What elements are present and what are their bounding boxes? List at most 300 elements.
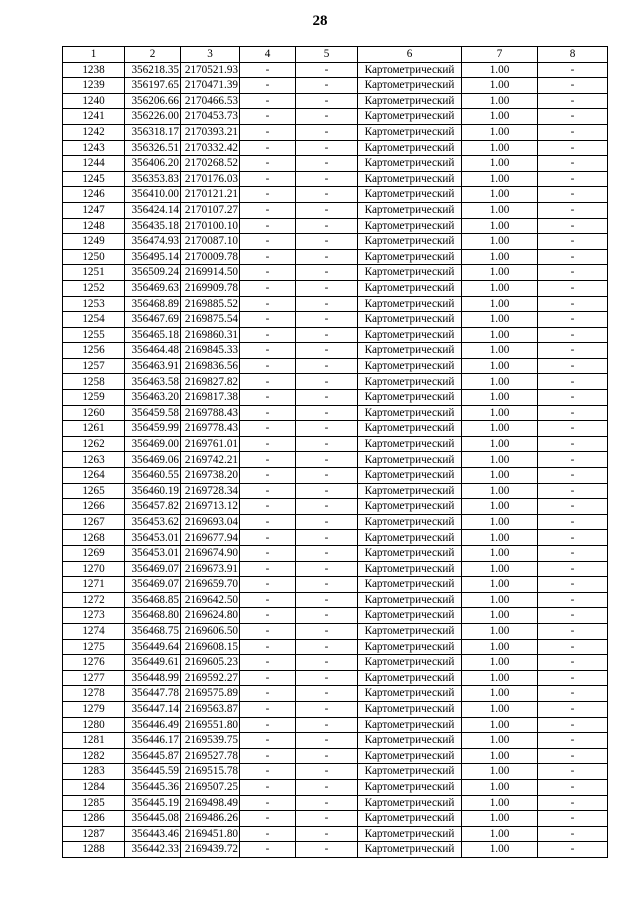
cell-col-5: - — [296, 421, 358, 437]
cell-col-8: - — [538, 764, 608, 780]
cell-coord-y: 2169875.54 — [181, 312, 240, 328]
cell-point-number: 1281 — [63, 733, 125, 749]
table-row — [63, 124, 608, 140]
cell-accuracy: 1.00 — [462, 249, 538, 265]
cell-col-4: - — [240, 795, 296, 811]
page-number: 28 — [312, 13, 328, 29]
cell-col-8: - — [538, 514, 608, 530]
cell-col-8: - — [538, 546, 608, 562]
cell-col-4: - — [240, 748, 296, 764]
cell-accuracy: 1.00 — [462, 608, 538, 624]
cell-col-4: - — [240, 249, 296, 265]
cell-coord-x: 356465.18 — [125, 327, 181, 343]
cell-method: Картометрический — [358, 779, 462, 795]
cell-accuracy: 1.00 — [462, 265, 538, 281]
cell-accuracy: 1.00 — [462, 717, 538, 733]
cell-point-number: 1269 — [63, 546, 125, 562]
table-row — [63, 701, 608, 717]
cell-col-8: - — [538, 623, 608, 639]
cell-accuracy: 1.00 — [462, 795, 538, 811]
cell-col-5: - — [296, 202, 358, 218]
table-row — [63, 202, 608, 218]
cell-col-8: - — [538, 670, 608, 686]
cell-col-8: - — [538, 280, 608, 296]
cell-accuracy: 1.00 — [462, 468, 538, 484]
cell-method: Картометрический — [358, 265, 462, 281]
table-row — [63, 187, 608, 203]
cell-col-5: - — [296, 218, 358, 234]
cell-method: Картометрический — [358, 701, 462, 717]
cell-col-4: - — [240, 78, 296, 94]
table-row — [63, 811, 608, 827]
cell-point-number: 1275 — [63, 639, 125, 655]
cell-accuracy: 1.00 — [462, 483, 538, 499]
cell-coord-y: 2169693.04 — [181, 514, 240, 530]
table-row — [63, 343, 608, 359]
cell-accuracy: 1.00 — [462, 764, 538, 780]
cell-method: Картометрический — [358, 296, 462, 312]
cell-col-5: - — [296, 577, 358, 593]
cell-col-8: - — [538, 78, 608, 94]
cell-coord-y: 2170087.10 — [181, 234, 240, 250]
cell-col-8: - — [538, 701, 608, 717]
table-row — [63, 530, 608, 546]
cell-col-8: - — [538, 499, 608, 515]
cell-method: Картометрический — [358, 280, 462, 296]
cell-col-4: - — [240, 499, 296, 515]
cell-col-8: - — [538, 140, 608, 156]
cell-col-5: - — [296, 623, 358, 639]
cell-method: Картометрический — [358, 312, 462, 328]
cell-method: Картометрический — [358, 202, 462, 218]
table-row — [63, 546, 608, 562]
cell-coord-x: 356468.85 — [125, 592, 181, 608]
cell-coord-x: 356468.80 — [125, 608, 181, 624]
cell-coord-x: 356226.00 — [125, 109, 181, 125]
cell-col-5: - — [296, 701, 358, 717]
cell-accuracy: 1.00 — [462, 421, 538, 437]
cell-col-4: - — [240, 187, 296, 203]
cell-method: Картометрический — [358, 639, 462, 655]
cell-col-5: - — [296, 842, 358, 858]
cell-col-8: - — [538, 187, 608, 203]
table-row — [63, 623, 608, 639]
cell-col-8: - — [538, 218, 608, 234]
cell-point-number: 1255 — [63, 327, 125, 343]
cell-coord-y: 2169439.72 — [181, 842, 240, 858]
table-row — [63, 140, 608, 156]
cell-col-4: - — [240, 436, 296, 452]
cell-col-5: - — [296, 436, 358, 452]
table-row — [63, 327, 608, 343]
cell-coord-y: 2169551.80 — [181, 717, 240, 733]
cell-col-8: - — [538, 717, 608, 733]
cell-coord-y: 2169527.78 — [181, 748, 240, 764]
cell-method: Картометрический — [358, 109, 462, 125]
cell-coord-y: 2169914.50 — [181, 265, 240, 281]
cell-col-5: - — [296, 499, 358, 515]
cell-point-number: 1261 — [63, 421, 125, 437]
table-row — [63, 686, 608, 702]
cell-method: Картометрический — [358, 842, 462, 858]
cell-coord-x: 356464.48 — [125, 343, 181, 359]
cell-accuracy: 1.00 — [462, 670, 538, 686]
cell-point-number: 1254 — [63, 312, 125, 328]
cell-col-5: - — [296, 93, 358, 109]
cell-col-8: - — [538, 452, 608, 468]
cell-col-8: - — [538, 811, 608, 827]
cell-col-8: - — [538, 265, 608, 281]
cell-col-8: - — [538, 249, 608, 265]
cell-point-number: 1240 — [63, 93, 125, 109]
cell-coord-y: 2169642.50 — [181, 592, 240, 608]
cell-col-8: - — [538, 343, 608, 359]
cell-col-4: - — [240, 452, 296, 468]
cell-point-number: 1280 — [63, 717, 125, 733]
cell-method: Картометрический — [358, 795, 462, 811]
cell-coord-y: 2169608.15 — [181, 639, 240, 655]
cell-col-4: - — [240, 343, 296, 359]
cell-coord-y: 2170453.73 — [181, 109, 240, 125]
cell-col-8: - — [538, 234, 608, 250]
cell-method: Картометрический — [358, 421, 462, 437]
cell-coord-x: 356460.55 — [125, 468, 181, 484]
cell-col-4: - — [240, 390, 296, 406]
cell-col-8: - — [538, 530, 608, 546]
cell-coord-x: 356442.33 — [125, 842, 181, 858]
cell-point-number: 1283 — [63, 764, 125, 780]
table-row — [63, 296, 608, 312]
cell-method: Картометрический — [358, 733, 462, 749]
cell-method: Картометрический — [358, 327, 462, 343]
cell-col-8: - — [538, 358, 608, 374]
cell-col-8: - — [538, 124, 608, 140]
cell-accuracy: 1.00 — [462, 561, 538, 577]
cell-accuracy: 1.00 — [462, 218, 538, 234]
cell-accuracy: 1.00 — [462, 436, 538, 452]
cell-coord-x: 356469.63 — [125, 280, 181, 296]
cell-method: Картометрический — [358, 343, 462, 359]
cell-col-4: - — [240, 234, 296, 250]
cell-accuracy: 1.00 — [462, 327, 538, 343]
cell-col-8: - — [538, 748, 608, 764]
cell-method: Картометрический — [358, 62, 462, 78]
cell-coord-y: 2169788.43 — [181, 405, 240, 421]
cell-coord-y: 2169742.21 — [181, 452, 240, 468]
cell-col-4: - — [240, 374, 296, 390]
cell-col-4: - — [240, 639, 296, 655]
table-row — [63, 577, 608, 593]
cell-point-number: 1278 — [63, 686, 125, 702]
cell-col-5: - — [296, 686, 358, 702]
cell-col-5: - — [296, 639, 358, 655]
cell-point-number: 1286 — [63, 811, 125, 827]
table-row — [63, 218, 608, 234]
cell-col-4: - — [240, 623, 296, 639]
cell-coord-x: 356206.66 — [125, 93, 181, 109]
cell-method: Картометрический — [358, 826, 462, 842]
cell-col-4: - — [240, 171, 296, 187]
cell-col-8: - — [538, 109, 608, 125]
cell-coord-y: 2169817.38 — [181, 390, 240, 406]
cell-method: Картометрический — [358, 249, 462, 265]
cell-col-4: - — [240, 826, 296, 842]
cell-col-4: - — [240, 421, 296, 437]
table-row — [63, 390, 608, 406]
cell-col-4: - — [240, 202, 296, 218]
cell-accuracy: 1.00 — [462, 701, 538, 717]
cell-col-8: - — [538, 312, 608, 328]
cell-coord-y: 2169659.70 — [181, 577, 240, 593]
cell-col-5: - — [296, 140, 358, 156]
cell-method: Картометрический — [358, 218, 462, 234]
cell-point-number: 1267 — [63, 514, 125, 530]
cell-coord-y: 2169827.82 — [181, 374, 240, 390]
cell-coord-x: 356457.82 — [125, 499, 181, 515]
cell-point-number: 1268 — [63, 530, 125, 546]
cell-col-5: - — [296, 296, 358, 312]
cell-method: Картометрический — [358, 717, 462, 733]
cell-col-4: - — [240, 733, 296, 749]
cell-col-4: - — [240, 514, 296, 530]
cell-accuracy: 1.00 — [462, 842, 538, 858]
cell-col-4: - — [240, 109, 296, 125]
cell-col-8: - — [538, 826, 608, 842]
cell-point-number: 1248 — [63, 218, 125, 234]
cell-coord-y: 2169592.27 — [181, 670, 240, 686]
cell-point-number: 1270 — [63, 561, 125, 577]
cell-col-8: - — [538, 156, 608, 172]
cell-point-number: 1256 — [63, 343, 125, 359]
cell-coord-y: 2169836.56 — [181, 358, 240, 374]
cell-col-8: - — [538, 405, 608, 421]
cell-method: Картометрический — [358, 623, 462, 639]
cell-col-8: - — [538, 296, 608, 312]
cell-col-4: - — [240, 655, 296, 671]
column-header-5: 5 — [296, 47, 358, 63]
column-header-7: 7 — [462, 47, 538, 63]
cell-col-8: - — [538, 842, 608, 858]
cell-col-5: - — [296, 156, 358, 172]
cell-coord-x: 356318.17 — [125, 124, 181, 140]
cell-point-number: 1277 — [63, 670, 125, 686]
cell-col-8: - — [538, 202, 608, 218]
cell-col-5: - — [296, 717, 358, 733]
cell-coord-y: 2169498.49 — [181, 795, 240, 811]
cell-col-8: - — [538, 608, 608, 624]
cell-col-4: - — [240, 93, 296, 109]
cell-method: Картометрический — [358, 468, 462, 484]
cell-method: Картометрический — [358, 499, 462, 515]
cell-col-8: - — [538, 686, 608, 702]
cell-coord-x: 356468.89 — [125, 296, 181, 312]
table-row — [63, 280, 608, 296]
cell-method: Картометрический — [358, 546, 462, 562]
cell-col-5: - — [296, 655, 358, 671]
cell-method: Картометрический — [358, 78, 462, 94]
cell-coord-x: 356218.35 — [125, 62, 181, 78]
cell-method: Картометрический — [358, 436, 462, 452]
cell-method: Картометрический — [358, 358, 462, 374]
column-header-6: 6 — [358, 47, 462, 63]
cell-coord-x: 356468.75 — [125, 623, 181, 639]
column-header-3: 3 — [181, 47, 240, 63]
cell-accuracy: 1.00 — [462, 811, 538, 827]
cell-col-4: - — [240, 218, 296, 234]
cell-coord-y: 2169713.12 — [181, 499, 240, 515]
cell-accuracy: 1.00 — [462, 405, 538, 421]
cell-col-8: - — [538, 390, 608, 406]
cell-accuracy: 1.00 — [462, 156, 538, 172]
cell-col-4: - — [240, 592, 296, 608]
cell-col-4: - — [240, 779, 296, 795]
cell-method: Картометрический — [358, 171, 462, 187]
cell-accuracy: 1.00 — [462, 639, 538, 655]
cell-col-8: - — [538, 795, 608, 811]
cell-col-8: - — [538, 779, 608, 795]
cell-col-5: - — [296, 670, 358, 686]
cell-col-5: - — [296, 530, 358, 546]
cell-method: Картометрический — [358, 686, 462, 702]
cell-coord-y: 2170332.42 — [181, 140, 240, 156]
cell-col-5: - — [296, 483, 358, 499]
cell-point-number: 1242 — [63, 124, 125, 140]
cell-coord-y: 2170107.27 — [181, 202, 240, 218]
table-row — [63, 514, 608, 530]
cell-accuracy: 1.00 — [462, 124, 538, 140]
cell-coord-x: 356448.99 — [125, 670, 181, 686]
cell-coord-y: 2169845.33 — [181, 343, 240, 359]
cell-method: Картометрический — [358, 405, 462, 421]
cell-accuracy: 1.00 — [462, 312, 538, 328]
cell-col-5: - — [296, 124, 358, 140]
cell-col-4: - — [240, 405, 296, 421]
cell-method: Картометрический — [358, 483, 462, 499]
cell-accuracy: 1.00 — [462, 78, 538, 94]
table-row — [63, 249, 608, 265]
table-body — [63, 62, 608, 857]
cell-coord-y: 2170393.21 — [181, 124, 240, 140]
cell-method: Картометрический — [358, 655, 462, 671]
cell-col-4: - — [240, 156, 296, 172]
cell-coord-x: 356445.87 — [125, 748, 181, 764]
table-row — [63, 733, 608, 749]
table-row — [63, 483, 608, 499]
cell-coord-x: 356445.08 — [125, 811, 181, 827]
table-header-row — [63, 47, 608, 63]
cell-point-number: 1272 — [63, 592, 125, 608]
column-header-1: 1 — [63, 47, 125, 63]
cell-col-8: - — [538, 639, 608, 655]
cell-accuracy: 1.00 — [462, 202, 538, 218]
cell-accuracy: 1.00 — [462, 623, 538, 639]
cell-coord-y: 2169624.80 — [181, 608, 240, 624]
cell-coord-y: 2169486.26 — [181, 811, 240, 827]
cell-coord-y: 2170100.10 — [181, 218, 240, 234]
cell-method: Картометрический — [358, 764, 462, 780]
cell-accuracy: 1.00 — [462, 530, 538, 546]
cell-col-5: - — [296, 514, 358, 530]
cell-accuracy: 1.00 — [462, 280, 538, 296]
cell-col-8: - — [538, 62, 608, 78]
cell-col-5: - — [296, 561, 358, 577]
cell-point-number: 1265 — [63, 483, 125, 499]
cell-method: Картометрический — [358, 390, 462, 406]
cell-coord-x: 356446.17 — [125, 733, 181, 749]
cell-method: Картометрический — [358, 514, 462, 530]
cell-coord-x: 356446.49 — [125, 717, 181, 733]
cell-col-8: - — [538, 733, 608, 749]
cell-coord-x: 356469.00 — [125, 436, 181, 452]
cell-col-4: - — [240, 530, 296, 546]
table-row — [63, 374, 608, 390]
cell-coord-x: 356469.07 — [125, 561, 181, 577]
cell-col-5: - — [296, 795, 358, 811]
cell-col-4: - — [240, 670, 296, 686]
cell-method: Картометрический — [358, 124, 462, 140]
table-row — [63, 795, 608, 811]
cell-accuracy: 1.00 — [462, 686, 538, 702]
cell-point-number: 1251 — [63, 265, 125, 281]
cell-col-4: - — [240, 577, 296, 593]
table-row — [63, 452, 608, 468]
cell-coord-y: 2169909.78 — [181, 280, 240, 296]
cell-accuracy: 1.00 — [462, 390, 538, 406]
cell-accuracy: 1.00 — [462, 187, 538, 203]
table-row — [63, 748, 608, 764]
cell-coord-x: 356469.06 — [125, 452, 181, 468]
cell-accuracy: 1.00 — [462, 733, 538, 749]
cell-coord-y: 2170176.03 — [181, 171, 240, 187]
cell-col-8: - — [538, 421, 608, 437]
cell-coord-x: 356449.61 — [125, 655, 181, 671]
cell-point-number: 1258 — [63, 374, 125, 390]
cell-point-number: 1284 — [63, 779, 125, 795]
cell-coord-y: 2170268.52 — [181, 156, 240, 172]
cell-point-number: 1262 — [63, 436, 125, 452]
table-row — [63, 561, 608, 577]
table-row — [63, 358, 608, 374]
cell-point-number: 1252 — [63, 280, 125, 296]
table-row — [63, 764, 608, 780]
cell-coord-x: 356467.69 — [125, 312, 181, 328]
cell-coord-x: 356463.20 — [125, 390, 181, 406]
cell-col-4: - — [240, 764, 296, 780]
cell-col-8: - — [538, 374, 608, 390]
cell-point-number: 1273 — [63, 608, 125, 624]
table-row — [63, 842, 608, 858]
cell-col-4: - — [240, 468, 296, 484]
cell-col-8: - — [538, 327, 608, 343]
cell-col-5: - — [296, 280, 358, 296]
cell-col-5: - — [296, 608, 358, 624]
cell-point-number: 1239 — [63, 78, 125, 94]
cell-coord-x: 356509.24 — [125, 265, 181, 281]
column-header-2: 2 — [125, 47, 181, 63]
table-row — [63, 499, 608, 515]
cell-coord-y: 2169605.23 — [181, 655, 240, 671]
cell-point-number: 1249 — [63, 234, 125, 250]
cell-coord-x: 356443.46 — [125, 826, 181, 842]
cell-col-5: - — [296, 78, 358, 94]
cell-col-4: - — [240, 717, 296, 733]
table-row — [63, 779, 608, 795]
table-row — [63, 265, 608, 281]
cell-accuracy: 1.00 — [462, 93, 538, 109]
cell-col-8: - — [538, 592, 608, 608]
cell-coord-x: 356424.14 — [125, 202, 181, 218]
cell-accuracy: 1.00 — [462, 234, 538, 250]
